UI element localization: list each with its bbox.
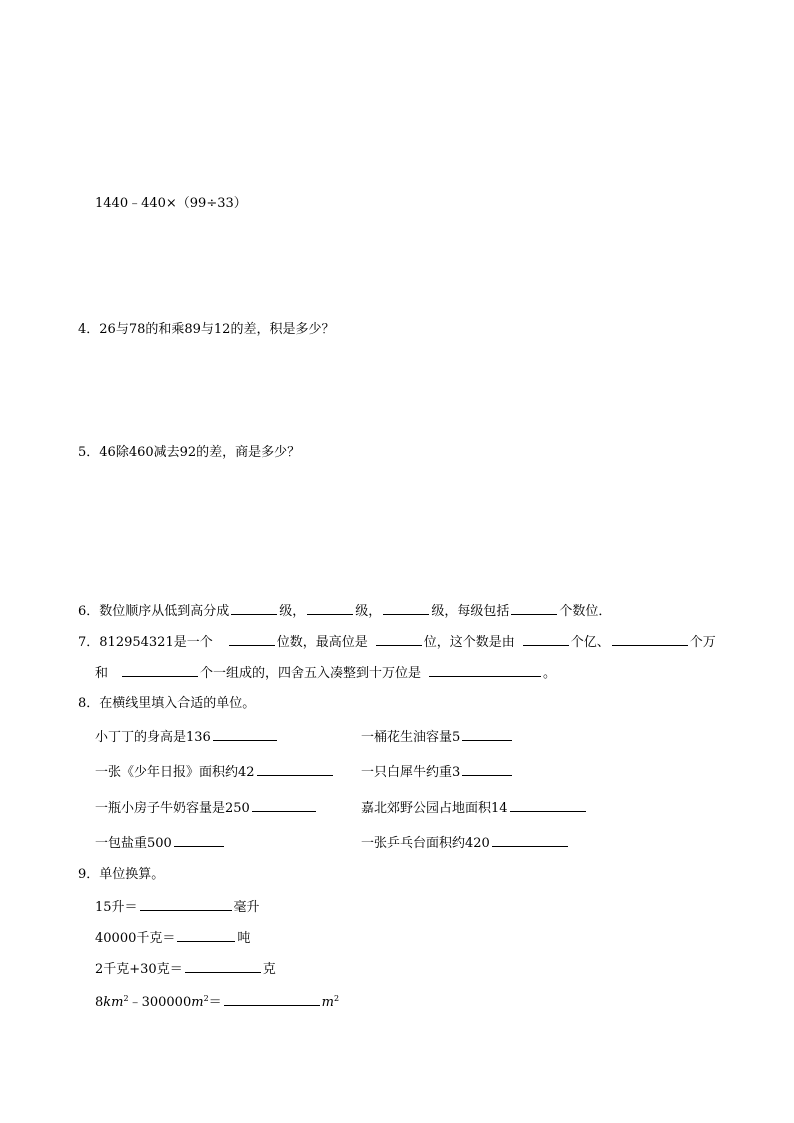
q9-row-1-unit: 毫升 xyxy=(233,900,260,915)
q7-blank-highest[interactable] xyxy=(376,632,422,646)
q6-blank-2[interactable] xyxy=(307,601,353,615)
q9-row-1-left: 15升＝ xyxy=(95,900,138,915)
q8-item-7-text: 一包盐重500 xyxy=(95,836,172,851)
q8-item-6-text: 嘉北郊野公园占地面积14 xyxy=(361,801,508,816)
question-8-title: 8．在横线里填入合适的单位。 xyxy=(78,696,256,711)
q8-item-1 xyxy=(95,727,279,747)
q9-row-4 xyxy=(95,990,339,1012)
q8-item-5 xyxy=(95,798,318,818)
question-7-line-1 xyxy=(78,632,716,652)
q6-blank-1[interactable] xyxy=(231,601,277,615)
q6-text-5: 个数位． xyxy=(559,604,612,619)
calc-expression: 1440﹣440×（99÷33） xyxy=(95,196,247,211)
q9-row-4-minus: ﹣300000 xyxy=(128,995,192,1010)
q8-blank-7[interactable] xyxy=(174,833,224,847)
q8-item-6 xyxy=(361,798,588,818)
q9-row-3-left: 2千克+30克＝ xyxy=(95,962,183,977)
q7-text-5: 个万 xyxy=(689,635,716,650)
q6-text-4: 级，每级包括 xyxy=(431,604,510,619)
q8-blank-2[interactable] xyxy=(462,727,512,741)
q9-row-2-unit: 吨 xyxy=(237,931,251,946)
q8-item-4-text: 一只白犀牛约重3 xyxy=(361,765,461,780)
q7-blank-wan[interactable] xyxy=(612,632,688,646)
q6-blank-4[interactable] xyxy=(511,601,557,615)
q8-item-8 xyxy=(361,833,570,853)
q9-row-4-exp2: 2 xyxy=(203,994,209,1003)
q8-item-2-text: 一桶花生油容量5 xyxy=(361,730,461,745)
q7-blank-yi[interactable] xyxy=(523,632,569,646)
q9-blank-2[interactable] xyxy=(177,928,235,942)
q7-text-7: 个一组成的，四舍五入凑整到十万位是 xyxy=(200,666,422,681)
q8-item-4 xyxy=(361,762,514,782)
q6-text-2: 级， xyxy=(279,604,306,619)
q7-text-4: 个亿、 xyxy=(570,635,610,650)
q8-blank-4[interactable] xyxy=(462,762,512,776)
q9-row-4-exp3: 2 xyxy=(334,994,340,1003)
question-4: 4．26与78的和乘89与12的差，积是多少？ xyxy=(78,322,335,337)
q7-text-3: 位，这个数是由 xyxy=(423,635,515,650)
q7-blank-rounded[interactable] xyxy=(429,663,541,677)
q9-blank-1[interactable] xyxy=(140,897,232,911)
q9-row-4-exp: 2 xyxy=(123,994,129,1003)
q8-item-3-text: 一张《少年日报》面积约42 xyxy=(95,765,255,780)
q8-blank-5[interactable] xyxy=(252,798,316,812)
q6-text-1: 6．数位顺序从低到高分成 xyxy=(78,604,230,619)
q9-row-1 xyxy=(95,897,260,917)
q7-text-8: 。 xyxy=(543,666,557,681)
q9-row-4-unit-m-result: m xyxy=(321,995,334,1010)
q8-blank-1[interactable] xyxy=(213,727,277,741)
q8-item-7 xyxy=(95,833,226,853)
q9-row-4-eq: ＝ xyxy=(208,995,222,1010)
q6-blank-3[interactable] xyxy=(383,601,429,615)
q7-blank-yi-units[interactable] xyxy=(122,663,198,677)
question-9-title: 9．单位换算。 xyxy=(78,867,165,882)
q6-text-3: 级， xyxy=(355,604,382,619)
q7-text-2: 位数，最高位是 xyxy=(276,635,368,650)
q9-row-3-unit: 克 xyxy=(262,962,276,977)
question-5: 5．46除460减去92的差，商是多少？ xyxy=(78,445,301,460)
q9-blank-3[interactable] xyxy=(185,959,261,973)
q8-blank-8[interactable] xyxy=(492,833,568,847)
q8-blank-3[interactable] xyxy=(257,762,333,776)
q8-item-1-text: 小丁丁的身高是136 xyxy=(95,730,211,745)
question-7-line-2 xyxy=(95,663,556,683)
q9-row-2 xyxy=(95,928,250,948)
q8-item-5-text: 一瓶小房子牛奶容量是250 xyxy=(95,801,250,816)
q8-item-8-text: 一张乒乓台面积约420 xyxy=(361,836,490,851)
q7-text-1: 7．812954321是一个 xyxy=(78,635,213,650)
q9-row-4-unit-km: km xyxy=(103,995,124,1010)
q9-row-4-unit-m: m xyxy=(191,995,204,1010)
q8-blank-6[interactable] xyxy=(510,798,586,812)
question-6 xyxy=(78,601,611,621)
q8-item-2 xyxy=(361,727,514,747)
q7-blank-digits[interactable] xyxy=(229,632,275,646)
q9-row-2-left: 40000千克＝ xyxy=(95,931,176,946)
q8-item-3 xyxy=(95,762,335,782)
q9-row-4-num: 8 xyxy=(95,995,104,1010)
q7-text-6: 和 xyxy=(95,666,109,681)
q9-blank-4[interactable] xyxy=(224,992,320,1006)
q9-row-3 xyxy=(95,959,276,979)
